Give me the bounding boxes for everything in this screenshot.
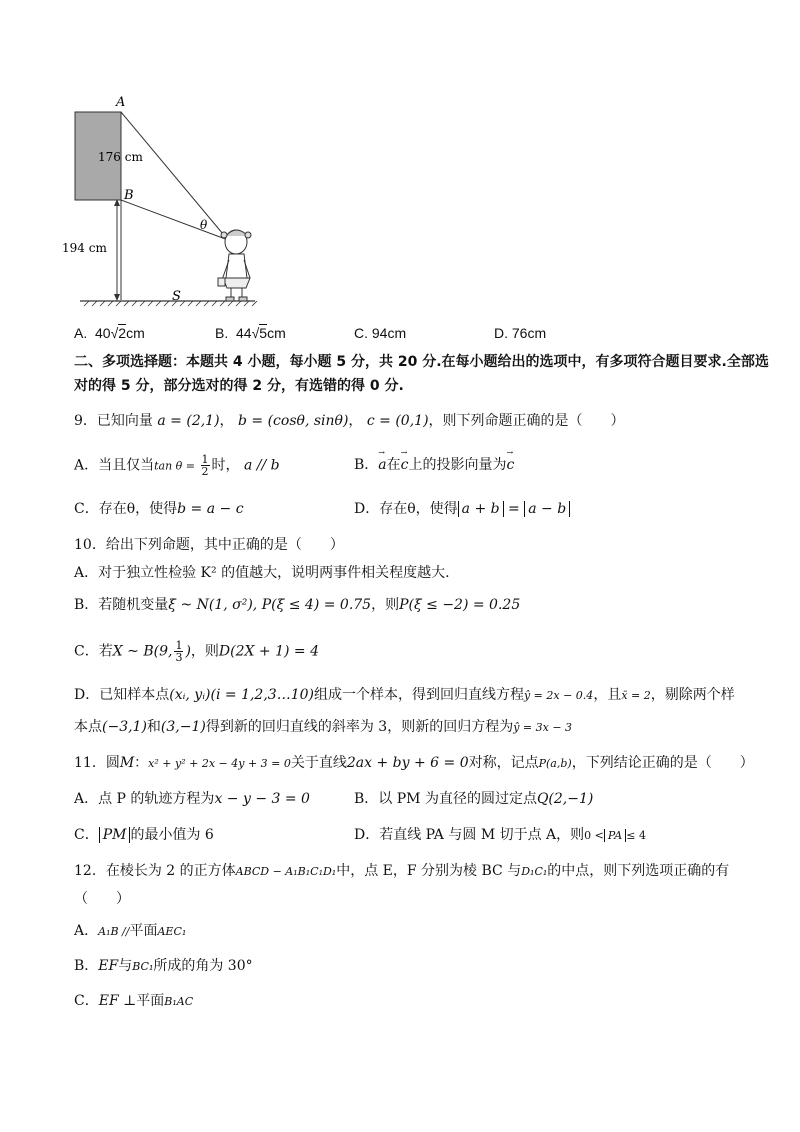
q12-option-c: C．EF ⊥平面B₁AC: [74, 993, 194, 1009]
q9-option-d: D．存在θ，使得 a + b = a − b: [354, 498, 570, 518]
sight-line-b: [121, 200, 228, 240]
q12-option-b: B．EF与BC₁所成的角为 30°: [74, 958, 253, 974]
label-theta: θ: [200, 218, 208, 232]
section-2-heading: 二、多项选择题：本题共 4 小题，每小题 5 分，共 20 分.在每小题给出的选项中，有多项符合题目要求.全部选对的得 5 分，部分选对的得 2 分，有选错的得 0 分.: [74, 354, 769, 394]
q11-option-d: D．若直线 PA 与圆 M 切于点 A，则0 < PA ≤ 4: [354, 827, 646, 843]
q10-option-a: A．对于独立性检验 K² 的值越大，说明两事件相关程度越大.: [74, 565, 450, 581]
q10-option-b: B．若随机变量ξ ~ N(1, σ²), P(ξ ≤ 4) = 0.75，则P(ξ ≤ −2) = 0.25: [74, 597, 521, 613]
q12-option-a: A．A₁B //平面AEC₁: [74, 923, 187, 939]
q11-option-a: A．点 P 的轨迹方程为x − y − 3 = 0: [74, 791, 310, 807]
sight-line-a: [121, 112, 228, 240]
q10-option-d-line1: D．已知样本点(xᵢ, yᵢ)(i = 1,2,3…10)组成一个样本，得到回归直线方程ŷ = 2x − 0.4，且x̄ = 2，剔除两个样: [74, 687, 735, 703]
q10-option-c: C．若X ~ B(9, $\frac{1}{3}$ )，则D(2X + 1) = 4: [74, 639, 320, 664]
ground-hatch: [84, 301, 257, 306]
q10-stem: 10．给出下列命题，其中正确的是（ ）: [74, 537, 344, 553]
q10-option-d-line2: 本点(−3,1)和(3,−1)得到新的回归直线的斜率为 3，则新的回归方程为ŷ = 3x − 3: [74, 719, 573, 735]
q11-option-c: C． PM 的最小值为 6: [74, 827, 214, 843]
arrow-down-icon: [114, 294, 120, 301]
geometry-figure: [60, 90, 300, 315]
girl-icon: [218, 230, 251, 301]
q8-option-c: C. 94cm: [354, 325, 407, 341]
q8-option-b: B. 44√5cm: [215, 325, 286, 341]
lower-length-label: 194 cm: [62, 241, 107, 255]
q9-stem: 9．已知向量 a = (2,1)， b = (cosθ, sinθ)， c = (0,1)，则下列命题正确的是（ ）: [74, 413, 625, 429]
q11-option-b: B．以 PM 为直径的圆过定点Q(2,−1): [354, 791, 594, 807]
q12-stem-line2: （ ）: [74, 891, 130, 907]
label-b: B: [124, 188, 134, 203]
q8-option-a: A. 40√2cm: [74, 325, 145, 341]
label-s: S: [172, 289, 181, 304]
q8-option-d: D. 76cm: [494, 325, 547, 341]
q12-stem: 12．在棱长为 2 的正方体ABCD − A₁B₁C₁D₁中，点 E，F 分别为棱 BC 与D₁C₁的中点，则下列选项正确的有: [74, 863, 730, 879]
q11-stem: 11．圆M：x² + y² + 2x − 4y + 3 = 0关于直线2ax + by + 6 = 0对称，记点P(a,b)，下列结论正确的是（ ）: [74, 755, 754, 771]
q9-option-a: A．当且仅当tan θ = $\frac{1}{2}$ 时， a // b: [74, 453, 280, 478]
label-a: A: [116, 95, 126, 110]
q9-option-c: C．存在θ，使得b = a − c: [74, 501, 244, 517]
upper-length-label: 176 cm: [98, 150, 143, 164]
q9-option-b: B．→ a在→ c上的投影向量为→ c: [354, 454, 514, 474]
